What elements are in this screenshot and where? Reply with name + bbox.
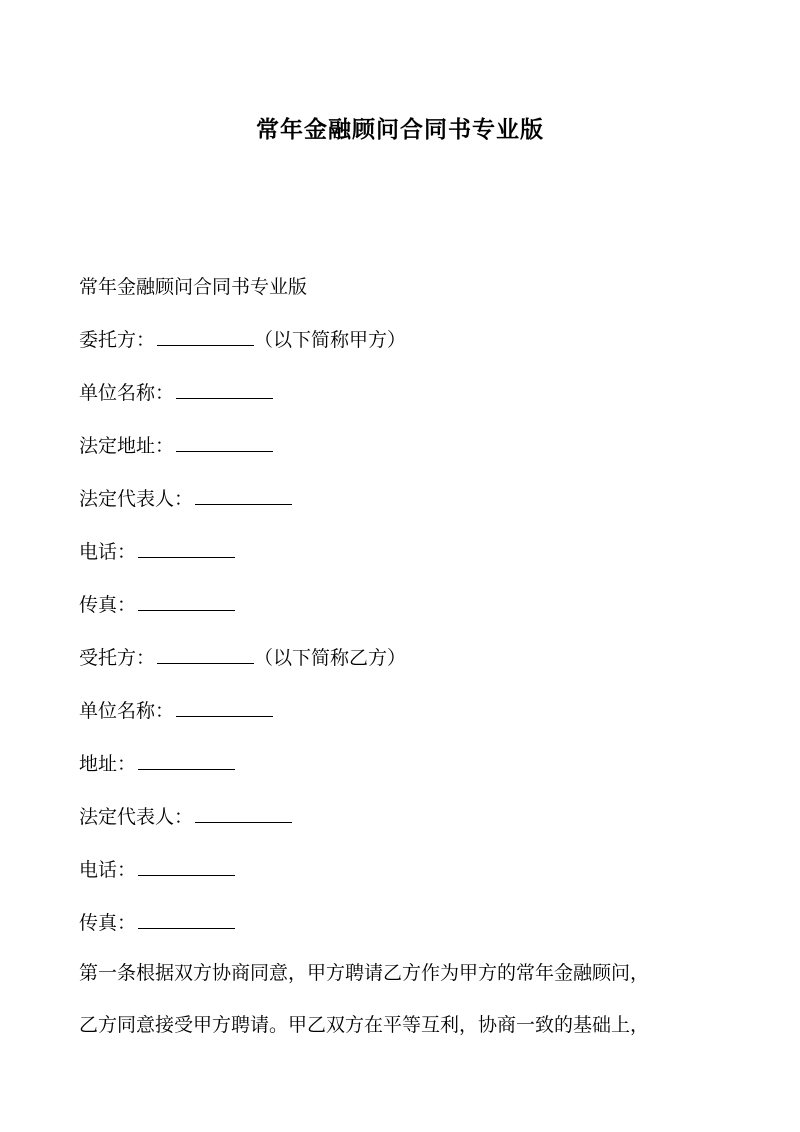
party-b-address-label: 地址： (79, 753, 137, 775)
party-a-legal-rep-blank[interactable] (195, 486, 292, 505)
party-b-unit-name-line (79, 697, 273, 725)
party-a-label: 委托方： (79, 329, 156, 351)
party-a-address-blank[interactable] (176, 433, 273, 452)
party-b-label: 受托方： (79, 647, 156, 669)
party-a-fax-line (79, 591, 235, 619)
party-a-blank[interactable] (157, 327, 254, 346)
article-1-paragraph (79, 947, 729, 1051)
party-b-fax-label: 传真： (79, 912, 137, 934)
party-b-legal-rep-label: 法定代表人： (79, 806, 194, 828)
subtitle-text: 常年金融顾问合同书专业版 (79, 276, 308, 298)
party-a-phone-blank[interactable] (138, 539, 235, 558)
party-b-fax-blank[interactable] (138, 910, 235, 929)
party-b-legal-rep-line (79, 803, 292, 831)
party-b-phone-label: 电话： (79, 859, 137, 881)
party-a-unit-name-blank[interactable] (176, 380, 273, 399)
party-a-suffix: （以下简称甲方） (254, 329, 407, 351)
document-title: 常年金融顾问合同书专业版 (256, 117, 544, 143)
document-subtitle (79, 273, 307, 301)
party-a-address-label: 法定地址： (79, 435, 175, 457)
party-a-unit-name-label: 单位名称： (79, 382, 175, 404)
party-a-phone-label: 电话： (79, 541, 137, 563)
article-1-line-2: 乙方同意接受甲方聘请。甲乙双方在平等互利，协商一致的基础上， (79, 1014, 650, 1036)
party-b-legal-rep-blank[interactable] (195, 804, 292, 823)
party-a-fax-blank[interactable] (138, 592, 235, 611)
party-b-address-blank[interactable] (138, 751, 235, 770)
party-a-unit-name-line (79, 379, 273, 407)
party-b-phone-line (79, 856, 235, 884)
party-b-phone-blank[interactable] (138, 857, 235, 876)
party-a-line (79, 326, 406, 354)
party-b-fax-line (79, 909, 235, 937)
party-a-address-line (79, 432, 273, 460)
party-a-fax-label: 传真： (79, 594, 137, 616)
party-a-phone-line (79, 538, 235, 566)
party-a-legal-rep-label: 法定代表人： (79, 488, 194, 510)
party-b-unit-name-label: 单位名称： (79, 700, 175, 722)
party-b-suffix: （以下简称乙方） (254, 647, 407, 669)
party-b-address-line (79, 750, 235, 778)
party-a-legal-rep-line (79, 485, 292, 513)
party-b-line (79, 644, 406, 672)
party-b-unit-name-blank[interactable] (176, 698, 273, 717)
party-b-blank[interactable] (157, 645, 254, 664)
article-1-line-1: 第一条根据双方协商同意，甲方聘请乙方作为甲方的常年金融顾问， (79, 962, 650, 984)
